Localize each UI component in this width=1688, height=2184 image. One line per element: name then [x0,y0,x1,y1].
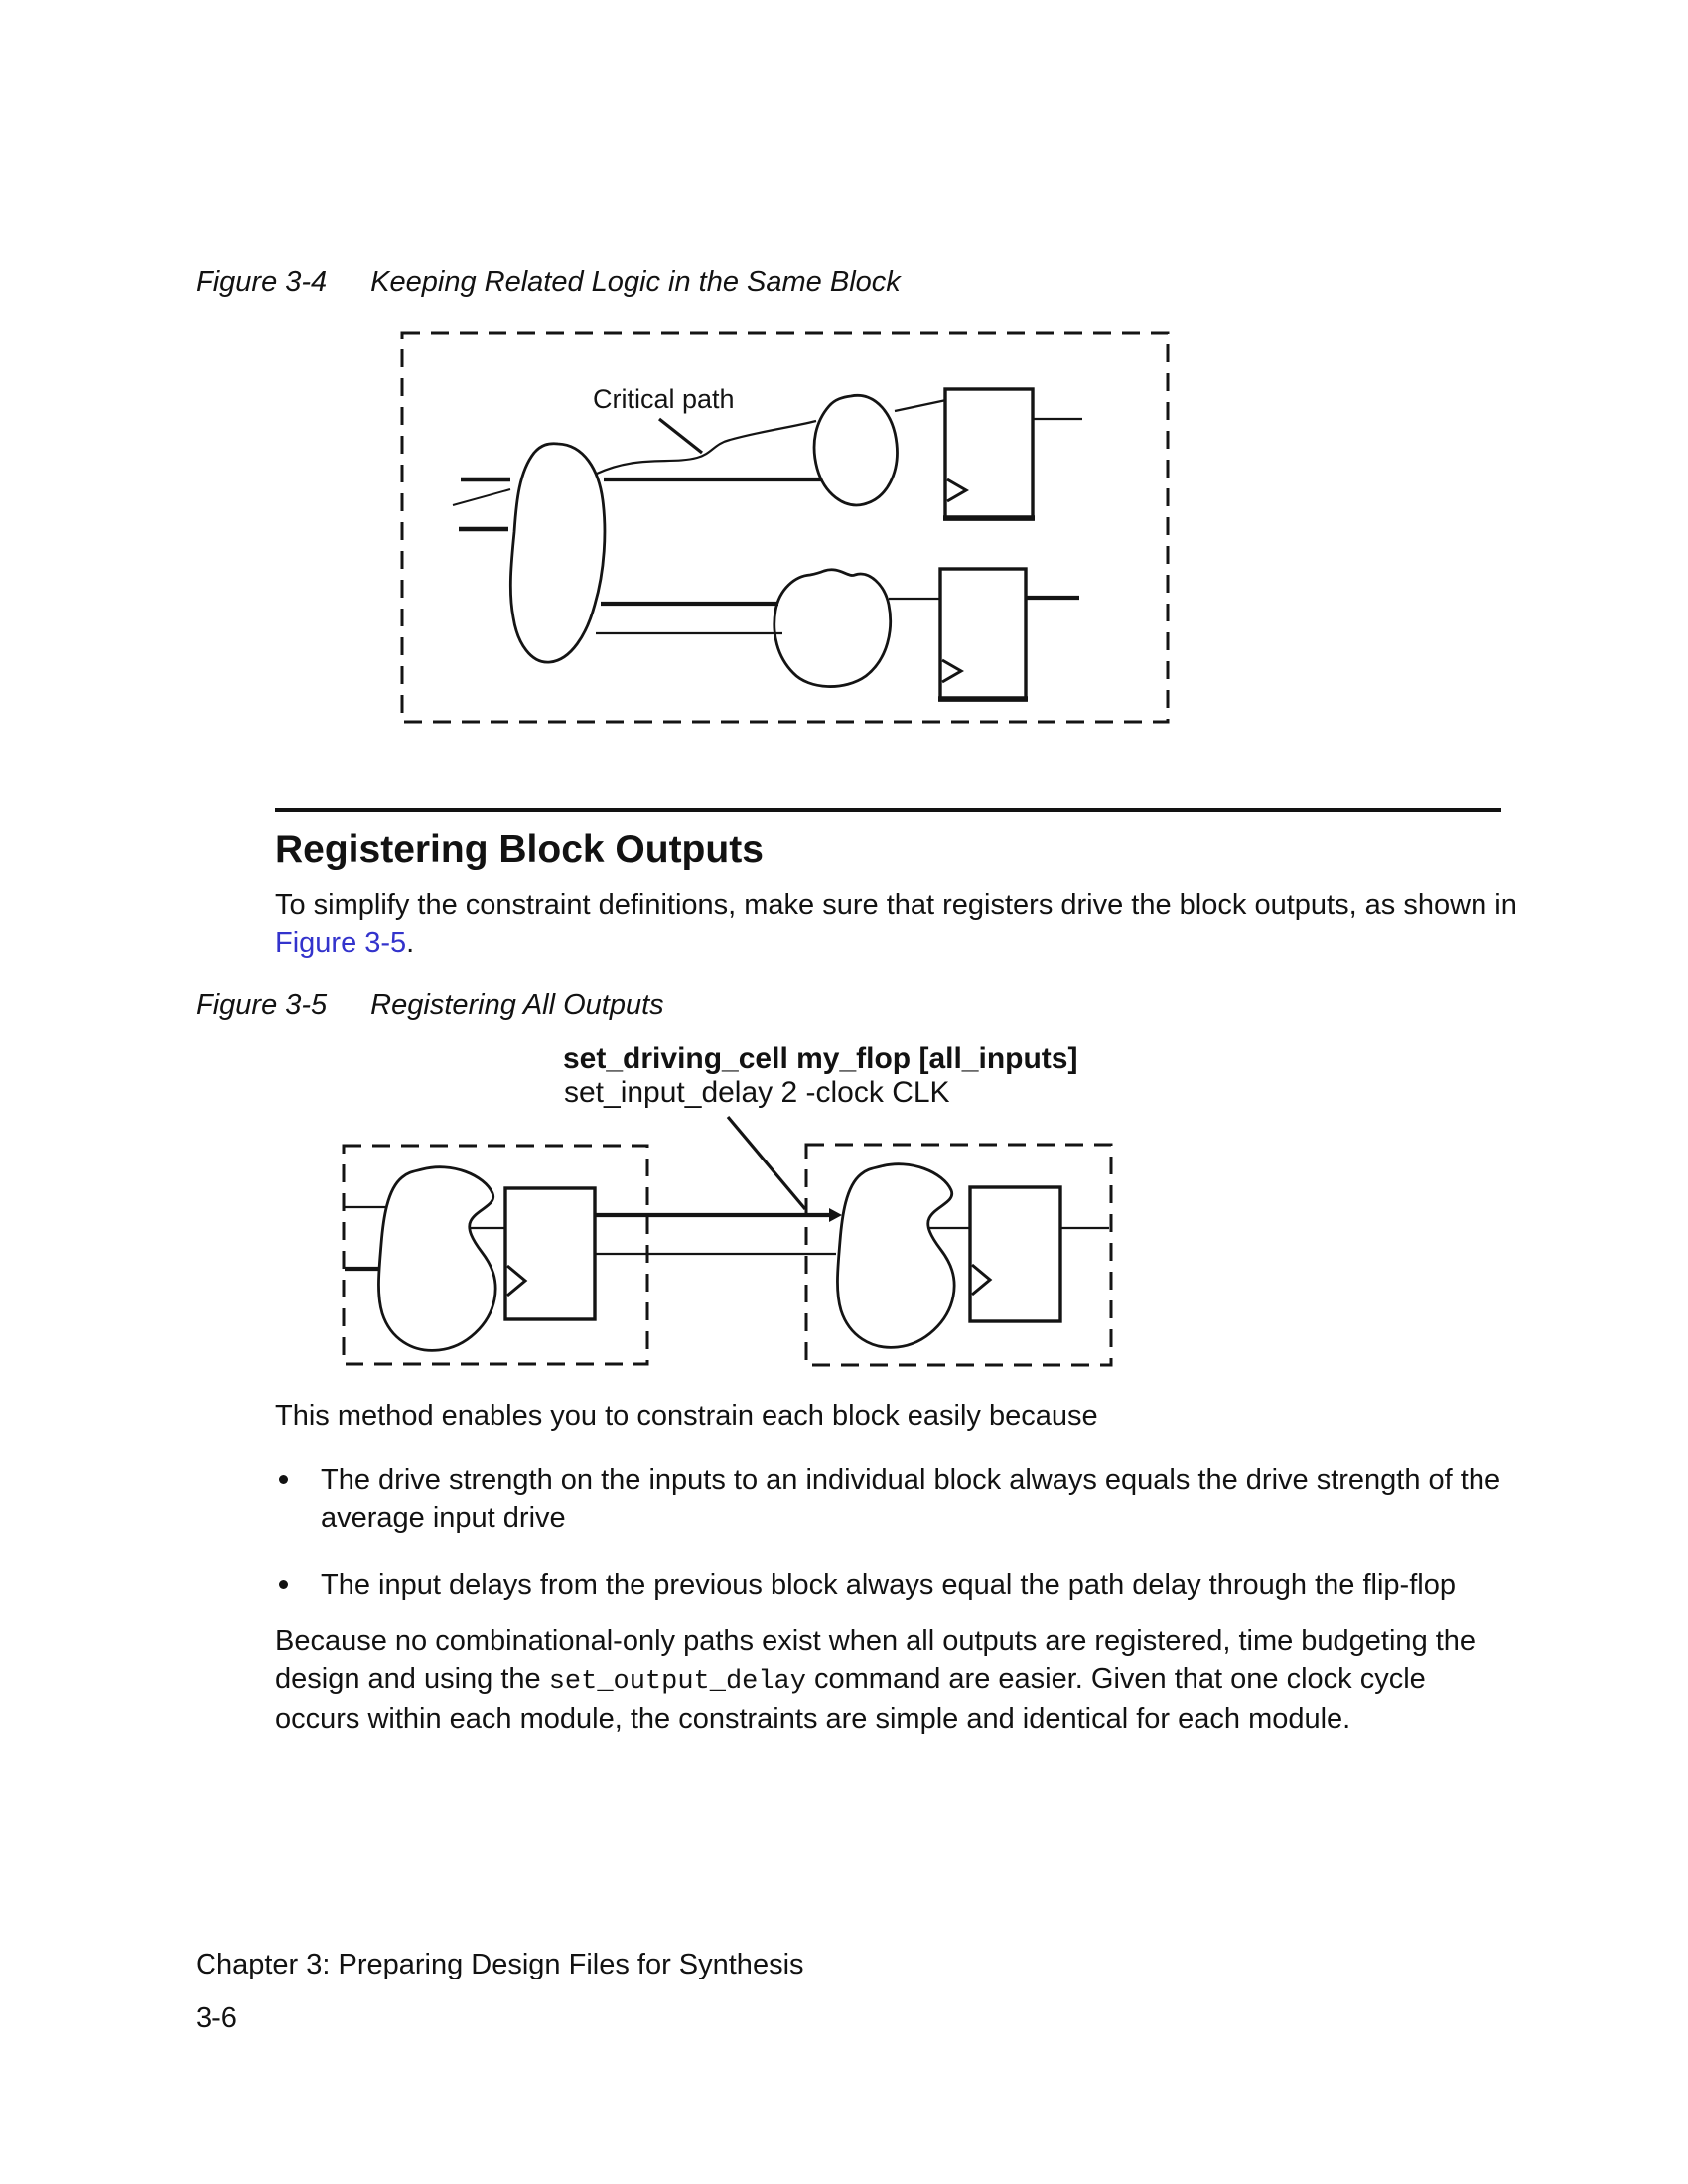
set-output-delay-code: set_output_delay [548,1667,806,1697]
figure-3-4-caption [196,266,901,299]
intro-text-end: . [406,927,415,959]
set-input-delay-command: set_input_delay 2 -clock CLK [564,1076,950,1109]
clock-pin-icon [972,1265,990,1295]
logic-cloud-small-top [814,395,897,505]
closing-text-end: command are easier. Given that one clock cycle occurs within each module, the constraints are simple and identical for each module. [275,1663,1426,1735]
section-divider [275,808,1501,812]
set-driving-cell-command: set_driving_cell my_flop [all_inputs] [563,1042,1078,1075]
critical-path-pointer-line [659,419,702,453]
flip-flop [505,1188,595,1319]
intro-paragraph [275,887,1518,962]
figure-3-5-label: Figure 3-5 [196,989,328,1021]
command-pointer-line [728,1117,805,1209]
clock-pin-icon [947,479,966,501]
figure-3-5-caption [196,989,664,1022]
figure-3-5-diagram [288,1110,1182,1380]
input-wire [453,489,510,505]
wire [895,400,946,411]
bullet-item: The drive strength on the inputs to an individual block always equals the drive strength of the average input drive [275,1461,1562,1537]
footer-chapter: Chapter 3: Preparing Design Files for Synthesis [196,1949,804,1980]
critical-path-wire [597,421,816,474]
logic-cloud-small-bottom [774,570,891,687]
clock-pin-icon [507,1266,525,1296]
figure-3-5-title: Registering All Outputs [370,989,664,1021]
closing-text: Because no combinational-only paths exist when all outputs are registered, time budgeting the design and using the [275,1625,1477,1695]
method-paragraph: This method enables you to constrain each block easily because [275,1400,1098,1432]
figure-3-4-label: Figure 3-4 [196,266,328,298]
critical-path-label: Critical path [593,384,735,414]
logic-cloud-left [378,1167,495,1351]
logic-cloud-right [837,1164,954,1348]
footer-page-number: 3-6 [196,2002,237,2034]
flip-flop [970,1187,1060,1321]
flip-flop [940,569,1026,700]
figure-3-4-diagram [399,330,1171,725]
intro-text: To simplify the constraint definitions, make sure that registers drive the block outputs, as shown in [275,889,1517,921]
flip-flop [945,389,1033,519]
arrowhead-icon [829,1208,842,1222]
section-heading: Registering Block Outputs [275,828,764,871]
bullet-list [275,1461,1562,1634]
figure-3-5-link[interactable]: Figure 3-5 [275,927,407,959]
figure-3-4-title: Keeping Related Logic in the Same Block [370,266,901,298]
bullet-item: The input delays from the previous block always equal the path delay through the flip-flop [275,1567,1562,1604]
logic-cloud-large [510,444,605,662]
closing-paragraph [275,1622,1518,1738]
clock-pin-icon [942,660,961,682]
